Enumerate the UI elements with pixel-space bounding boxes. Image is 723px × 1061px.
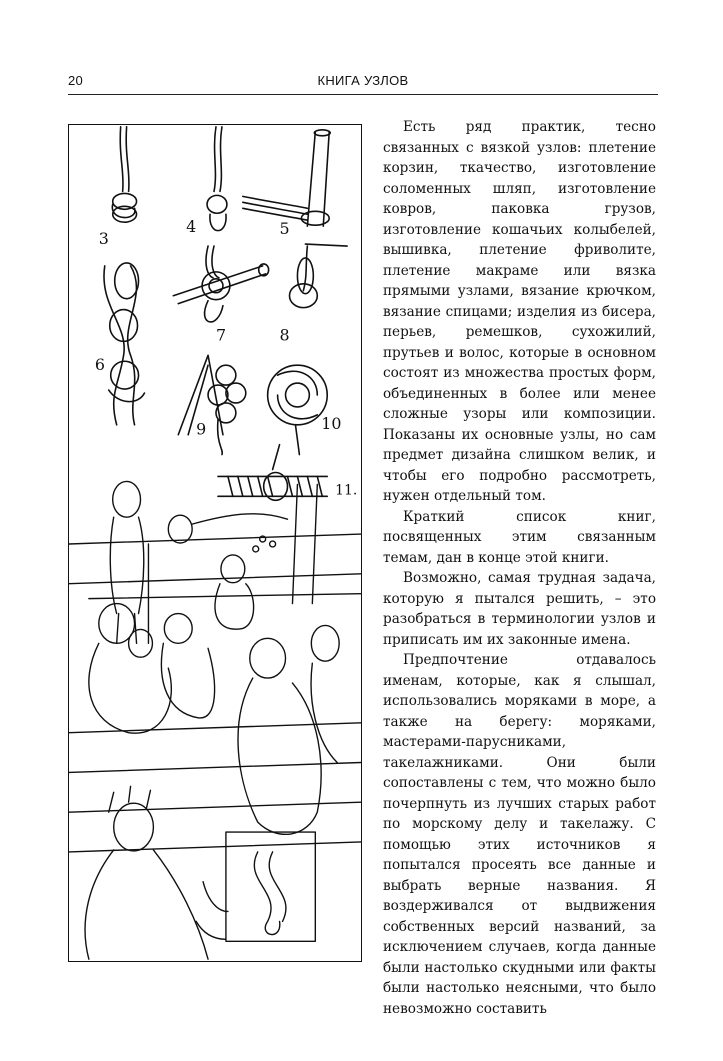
page-number: 20 xyxy=(68,73,84,88)
knot-8-drawing xyxy=(289,246,317,308)
knot-11-drawing xyxy=(218,445,327,501)
paragraph: Возможно, самая трудная задача, которую я пытался решить, – это разобраться в терминологии узлов и приписать им их законные имена. xyxy=(383,570,656,648)
knot-label-4: 4 xyxy=(186,217,197,237)
knot-9-drawing xyxy=(178,355,246,454)
paragraph: Есть ряд практик, тесно связанных с вязкой узлов: плетение корзин, ткачество, изготовление соломенных шляп, изготовление ковров, паковка грузов, изготовление кошачьих колыбелей, вышивка, плетение фриволите, плетение макраме или вязка прямыми узлами, вязание крючком, вязание спицами; изделия из бисера, перьев, ремешков, сухожилий, прутьев и волос, которые в основном состоят из множества простых форм, объединенных в более или менее сложные узоры или композиции. Показаны их основные узлы, но сам предмет дизайна слишком велик, и чтобы его подробно рассмотреть, нужен отдельный том. xyxy=(383,119,656,504)
knot-illustration xyxy=(68,124,362,962)
knot-label-9: 9 xyxy=(196,419,207,439)
knot-10-drawing xyxy=(268,365,328,454)
knot-3-drawing xyxy=(112,127,136,222)
knot-6-drawing xyxy=(104,263,145,425)
knot-label-7: 7 xyxy=(215,325,227,345)
knot-4-drawing xyxy=(207,127,227,231)
running-head xyxy=(68,68,658,95)
paragraph: Краткий список книг, посвященных этим связанным темам, дан в конце этой книги. xyxy=(383,508,656,566)
knot-label-11: 11. xyxy=(335,482,358,499)
body-text xyxy=(383,117,656,1019)
sailors-scene-drawing xyxy=(69,481,361,959)
book-title: КНИГА УЗЛОВ xyxy=(317,73,409,88)
knot-5-drawing xyxy=(243,130,347,246)
knot-label-10: 10 xyxy=(321,413,342,433)
knot-label-6: 6 xyxy=(94,355,105,375)
knot-label-5: 5 xyxy=(279,219,290,239)
knot-label-8: 8 xyxy=(279,325,290,345)
knot-7-drawing xyxy=(173,246,268,322)
paragraph: Предпочтение отдавалось именам, которые, как я слышал, использовались моряками в море, а также на берегу: моряками, мастерами-парусниками, такелажниками. Они были сопоставлены с тем, что можно было почерпнуть из лучших старых работ по морскому делу и такелажу. С помощью этих источников я попытался просеять все данные и выбрать верные названия. Я воздерживался от выдвижения собственных версий названий, за исключением случаев, когда данные были настолько скудными или факты были настолько неясными, что было невозможно составить xyxy=(383,652,656,1017)
knot-label-3: 3 xyxy=(98,229,109,249)
